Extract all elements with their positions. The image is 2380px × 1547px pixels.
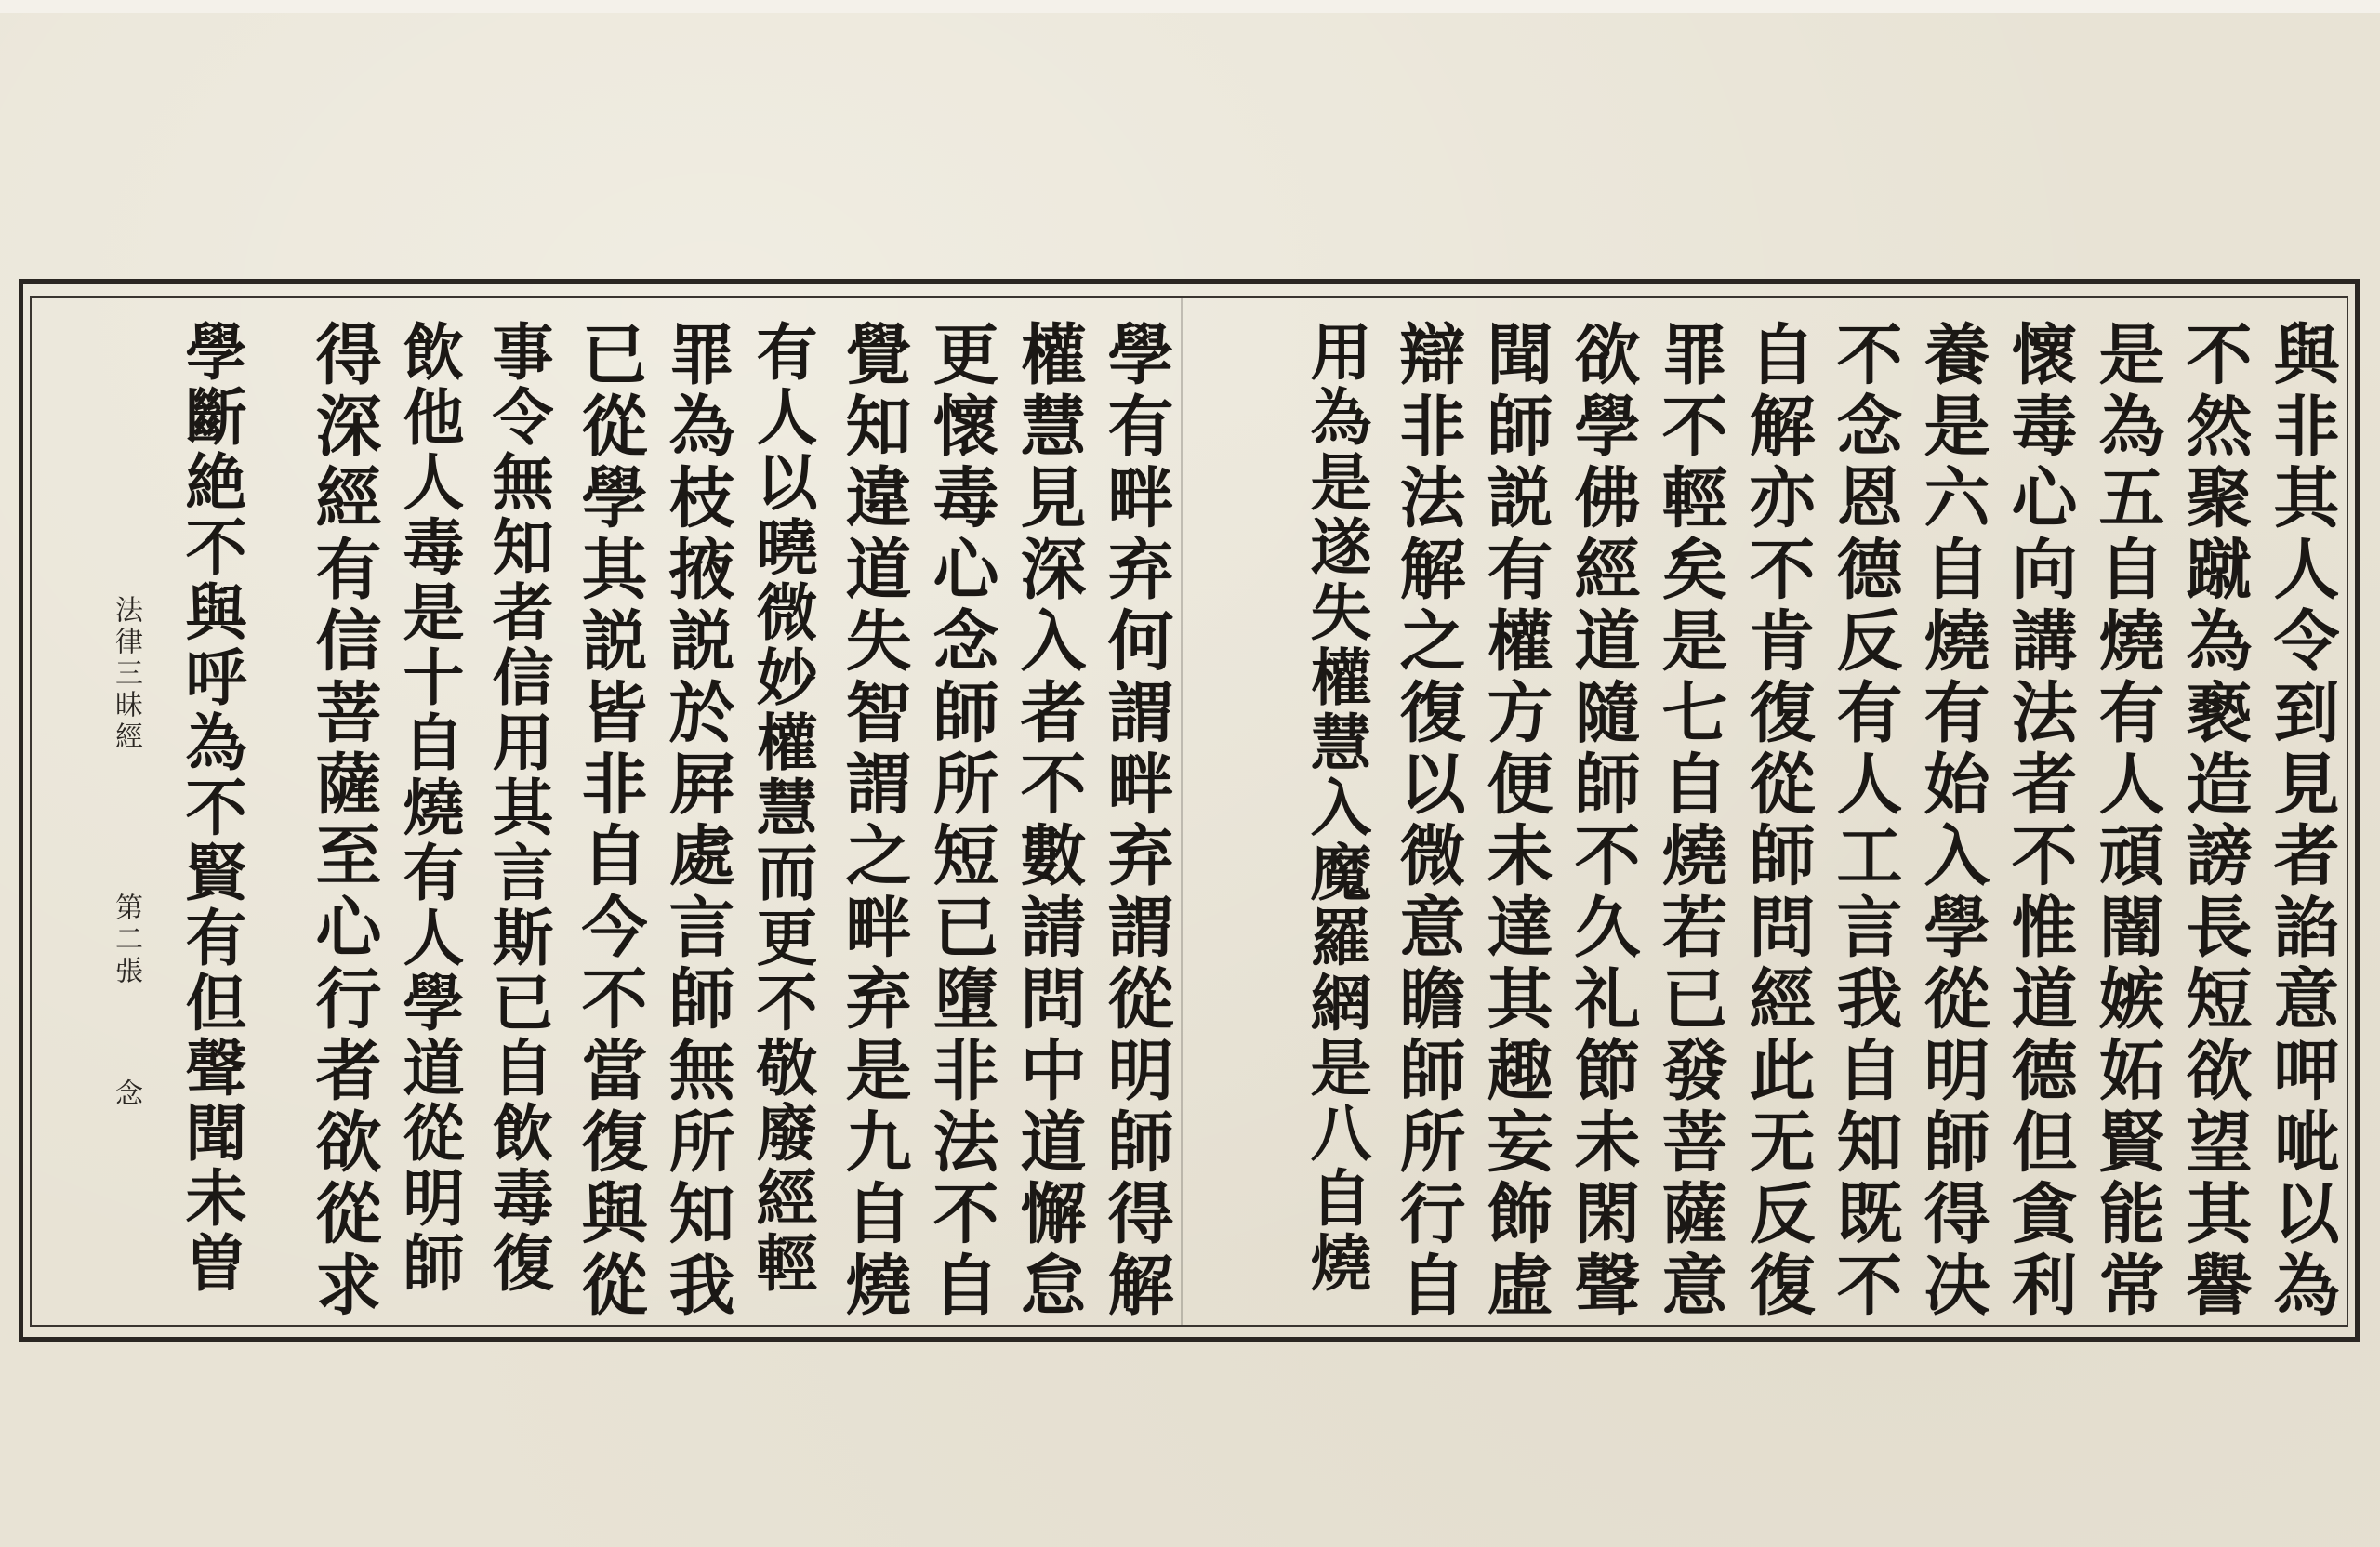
text-column-10: 聞師説有權方便未達其趣妄飾虛 <box>1476 320 1554 1322</box>
text-column-23: 學斷絶不與呼為不賢有但聲聞未曽 <box>175 320 247 1296</box>
text-column-16: 覺知違道失智謂之畔弃是九自燒 <box>835 320 913 1322</box>
text-column-7: 自解亦不肯復從師問經此无反復 <box>1739 320 1817 1322</box>
text-column-14: 權慧見深入者不數請問中道懈怠 <box>1010 320 1088 1322</box>
text-column-19: 已從學其説皆非自今不當復與從 <box>571 320 649 1322</box>
text-column-6: 不念恩德反有人工言我自知既不 <box>1826 320 1904 1322</box>
colophon-sheet-number: 第二張 <box>110 892 142 987</box>
text-column-11: 辯非法解之復以微意瞻師所行自 <box>1389 320 1467 1322</box>
text-column-5: 養是六自燒有始入學從明師得决 <box>1913 320 1991 1322</box>
text-column-2: 不然聚蹴為褻造謗長短欲望其譽 <box>2175 320 2254 1322</box>
text-column-4: 懷毒心向講法者不惟道德但貪利 <box>2001 320 2079 1322</box>
text-column-15: 更懷毒心念師所短已墮非法不自 <box>922 320 1000 1322</box>
text-column-20: 事令無知者信用其言斯已自飲毒復 <box>482 320 554 1296</box>
text-column-18: 罪為枝掖説於屛處言師無所知我 <box>658 320 736 1322</box>
text-column-12: 用為是遂失權慧入魔羅網是八自燒 <box>1300 320 1372 1296</box>
paper-top-edge <box>0 0 2380 13</box>
text-column-21: 飲他人毒是十自燒有人學道從明師 <box>392 320 465 1296</box>
text-column-8: 罪不輕矣是七自燒若已發菩薩意 <box>1651 320 1729 1322</box>
text-column-17: 有人以曉微妙權慧而更不敬廢經輕 <box>746 320 818 1296</box>
text-column-9: 欲學佛經道隨師不久礼節未閑聲 <box>1564 320 1642 1322</box>
colophon-sutra-title: 法律三昧經 <box>110 595 142 753</box>
text-column-3: 是為五自燒有人頑闇嫉妬賢能常 <box>2088 320 2166 1322</box>
colophon-carver-mark: 念 <box>110 1078 142 1110</box>
text-column-1: 與非其人令到見者諂意呷呲以為 <box>2263 320 2341 1322</box>
text-column-22: 得深經有信菩薩至心行者欲從求 <box>305 320 383 1322</box>
sheet-fold-line <box>1181 296 1183 1327</box>
text-column-13: 學有畔弃何謂畔弃謂從明師得解 <box>1097 320 1175 1322</box>
